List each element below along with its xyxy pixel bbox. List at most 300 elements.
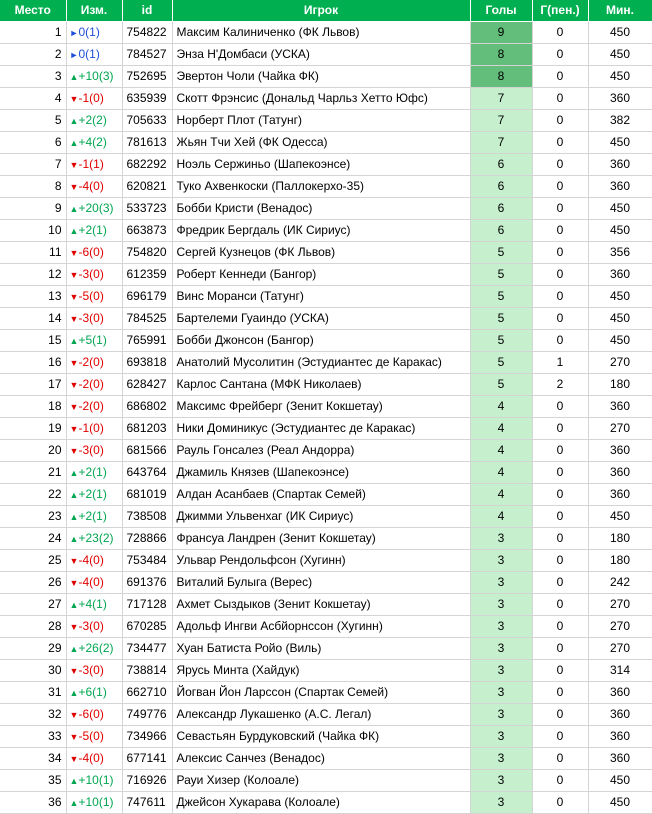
player-name-cell: Франсуа Ландрен (Зенит Кокшетау) — [172, 527, 470, 549]
player-id-cell: 670285 — [122, 615, 172, 637]
col-header-goals[interactable]: Голы — [470, 0, 532, 21]
change-value: -4(0) — [78, 750, 104, 765]
penalty-goals-cell: 0 — [532, 417, 588, 439]
change-cell — [66, 725, 122, 747]
arrow-down-icon: ▼ — [69, 181, 79, 192]
player-id-cell: 738508 — [122, 505, 172, 527]
arrow-down-icon: ▼ — [69, 313, 79, 324]
change-value: +6(1) — [78, 684, 107, 699]
change-value: -3(0) — [78, 618, 104, 633]
change-cell — [66, 109, 122, 131]
arrow-up-icon: ▲ — [69, 533, 79, 544]
table-row[interactable] — [0, 329, 652, 351]
goals-cell: 3 — [470, 527, 532, 549]
col-header-change[interactable]: Изм. — [66, 0, 122, 21]
change-cell — [66, 351, 122, 373]
minutes-cell: 270 — [588, 615, 652, 637]
player-id-cell: 784525 — [122, 307, 172, 329]
player-name-cell: Туко Ахвенкоски (Паллокерхо-35) — [172, 175, 470, 197]
rank-cell: 32 — [0, 703, 66, 725]
change-value: +10(3) — [78, 68, 114, 83]
arrow-up-icon: ▲ — [69, 511, 79, 522]
goals-cell: 5 — [470, 351, 532, 373]
goals-cell: 6 — [470, 197, 532, 219]
table-row[interactable] — [0, 637, 652, 659]
arrow-down-icon: ▼ — [69, 445, 79, 456]
player-id-cell: 696179 — [122, 285, 172, 307]
player-id-cell: 533723 — [122, 197, 172, 219]
table-row[interactable] — [0, 417, 652, 439]
penalty-goals-cell: 0 — [532, 615, 588, 637]
col-header-minutes[interactable]: Мин. — [588, 0, 652, 21]
player-id-cell: 705633 — [122, 109, 172, 131]
change-value: -6(0) — [78, 244, 104, 259]
table-row[interactable] — [0, 351, 652, 373]
change-cell — [66, 65, 122, 87]
player-id-cell: 681203 — [122, 417, 172, 439]
change-cell — [66, 131, 122, 153]
change-value: +2(2) — [78, 112, 107, 127]
player-name-cell: Роберт Кеннеди (Бангор) — [172, 263, 470, 285]
minutes-cell: 450 — [588, 791, 652, 813]
change-cell — [66, 307, 122, 329]
player-id-cell: 662710 — [122, 681, 172, 703]
change-value: -1(0) — [78, 420, 104, 435]
player-id-cell: 728866 — [122, 527, 172, 549]
change-value: -1(1) — [78, 156, 104, 171]
table-row[interactable] — [0, 219, 652, 241]
change-cell — [66, 681, 122, 703]
minutes-cell: 450 — [588, 307, 652, 329]
table-row[interactable] — [0, 439, 652, 461]
player-id-cell: 754822 — [122, 21, 172, 43]
table-body — [0, 21, 652, 813]
player-id-cell: 620821 — [122, 175, 172, 197]
table-row[interactable] — [0, 395, 652, 417]
change-cell — [66, 637, 122, 659]
goals-cell: 3 — [470, 681, 532, 703]
goals-cell: 3 — [470, 637, 532, 659]
player-name-cell: Фредрик Бергдаль (ИК Сириус) — [172, 219, 470, 241]
table-row[interactable] — [0, 769, 652, 791]
arrow-right-icon: ► — [69, 27, 79, 38]
change-cell — [66, 219, 122, 241]
penalty-goals-cell: 0 — [532, 637, 588, 659]
player-id-cell: 717128 — [122, 593, 172, 615]
table-row[interactable] — [0, 87, 652, 109]
table-row[interactable] — [0, 131, 652, 153]
minutes-cell: 450 — [588, 219, 652, 241]
change-value: +10(1) — [78, 772, 114, 787]
goals-cell: 7 — [470, 87, 532, 109]
arrow-down-icon: ▼ — [69, 555, 79, 566]
penalty-goals-cell: 0 — [532, 43, 588, 65]
change-value: -2(0) — [78, 376, 104, 391]
minutes-cell: 360 — [588, 263, 652, 285]
rank-cell: 30 — [0, 659, 66, 681]
goals-cell: 3 — [470, 725, 532, 747]
player-name-cell: Бартелеми Гуаиндо (УСКА) — [172, 307, 470, 329]
penalty-goals-cell: 0 — [532, 109, 588, 131]
player-name-cell: Джейсон Хукарава (Колоале) — [172, 791, 470, 813]
rank-cell: 23 — [0, 505, 66, 527]
change-value: -3(0) — [78, 662, 104, 677]
player-id-cell: 663873 — [122, 219, 172, 241]
player-name-cell: Джамиль Князев (Шапекоэнсе) — [172, 461, 470, 483]
goals-cell: 4 — [470, 395, 532, 417]
goals-cell: 3 — [470, 549, 532, 571]
rank-cell: 1 — [0, 21, 66, 43]
goals-cell: 4 — [470, 439, 532, 461]
penalty-goals-cell: 0 — [532, 395, 588, 417]
minutes-cell: 360 — [588, 681, 652, 703]
penalty-goals-cell: 0 — [532, 439, 588, 461]
rank-cell: 8 — [0, 175, 66, 197]
change-value: 0(1) — [78, 46, 100, 61]
player-id-cell: 752695 — [122, 65, 172, 87]
change-value: 0(1) — [78, 24, 100, 39]
penalty-goals-cell: 0 — [532, 65, 588, 87]
player-id-cell: 643764 — [122, 461, 172, 483]
col-header-id[interactable]: id — [122, 0, 172, 21]
table-row[interactable] — [0, 197, 652, 219]
player-name-cell: Скотт Фрэнсис (Дональд Чарльз Хетто Юфс) — [172, 87, 470, 109]
change-value: -3(0) — [78, 442, 104, 457]
minutes-cell: 314 — [588, 659, 652, 681]
penalty-goals-cell: 0 — [532, 21, 588, 43]
change-value: +26(2) — [78, 640, 114, 655]
player-name-cell: Ники Доминикус (Эстудиантес де Каракас) — [172, 417, 470, 439]
player-id-cell: 754820 — [122, 241, 172, 263]
rank-cell: 24 — [0, 527, 66, 549]
penalty-goals-cell: 0 — [532, 571, 588, 593]
minutes-cell: 360 — [588, 153, 652, 175]
table-row[interactable] — [0, 703, 652, 725]
change-cell — [66, 153, 122, 175]
change-value: +10(1) — [78, 794, 114, 809]
table-row[interactable] — [0, 175, 652, 197]
change-value: -5(0) — [78, 288, 104, 303]
table-row[interactable] — [0, 659, 652, 681]
goals-cell: 3 — [470, 703, 532, 725]
table-row[interactable] — [0, 307, 652, 329]
goals-cell: 3 — [470, 571, 532, 593]
penalty-goals-cell: 0 — [532, 461, 588, 483]
change-value: +2(1) — [78, 508, 107, 523]
arrow-up-icon: ▲ — [69, 643, 79, 654]
arrow-up-icon: ▲ — [69, 137, 79, 148]
player-name-cell: Адольф Ингви Асбйорнссон (Хугинн) — [172, 615, 470, 637]
change-value: -3(0) — [78, 310, 104, 325]
table-row[interactable] — [0, 43, 652, 65]
col-header-rank[interactable]: Место — [0, 0, 66, 21]
player-id-cell: 734477 — [122, 637, 172, 659]
penalty-goals-cell: 0 — [532, 769, 588, 791]
minutes-cell: 360 — [588, 747, 652, 769]
rank-cell: 35 — [0, 769, 66, 791]
change-cell — [66, 197, 122, 219]
goals-cell: 5 — [470, 373, 532, 395]
player-id-cell: 716926 — [122, 769, 172, 791]
minutes-cell: 450 — [588, 21, 652, 43]
table-row[interactable] — [0, 373, 652, 395]
table-row[interactable] — [0, 725, 652, 747]
change-cell — [66, 175, 122, 197]
goals-cell: 5 — [470, 285, 532, 307]
goals-cell: 4 — [470, 505, 532, 527]
penalty-goals-cell: 0 — [532, 263, 588, 285]
penalty-goals-cell: 0 — [532, 197, 588, 219]
player-name-cell: Хуан Батиста Ройо (Виль) — [172, 637, 470, 659]
penalty-goals-cell: 0 — [532, 791, 588, 813]
change-cell — [66, 373, 122, 395]
rank-cell: 34 — [0, 747, 66, 769]
table-row[interactable] — [0, 109, 652, 131]
change-cell — [66, 417, 122, 439]
goals-cell: 5 — [470, 307, 532, 329]
penalty-goals-cell: 0 — [532, 153, 588, 175]
rank-cell: 27 — [0, 593, 66, 615]
player-name-cell: Алексис Санчез (Венадос) — [172, 747, 470, 769]
goals-cell: 9 — [470, 21, 532, 43]
goals-cell: 3 — [470, 615, 532, 637]
table-row[interactable] — [0, 593, 652, 615]
player-name-cell: Джимми Ульвенхаг (ИК Сириус) — [172, 505, 470, 527]
goals-cell: 3 — [470, 791, 532, 813]
rank-cell: 6 — [0, 131, 66, 153]
minutes-cell: 360 — [588, 703, 652, 725]
change-cell — [66, 769, 122, 791]
arrow-down-icon: ▼ — [69, 159, 79, 170]
minutes-cell: 450 — [588, 285, 652, 307]
table-row[interactable] — [0, 747, 652, 769]
player-id-cell: 738814 — [122, 659, 172, 681]
arrow-right-icon: ► — [69, 49, 79, 60]
change-cell — [66, 43, 122, 65]
table-row[interactable] — [0, 527, 652, 549]
goals-cell: 7 — [470, 109, 532, 131]
player-id-cell: 747611 — [122, 791, 172, 813]
change-cell — [66, 241, 122, 263]
table-row[interactable] — [0, 571, 652, 593]
arrow-down-icon: ▼ — [69, 423, 79, 434]
change-cell — [66, 285, 122, 307]
change-value: -2(0) — [78, 398, 104, 413]
player-name-cell: Энза Н'Домбаси (УСКА) — [172, 43, 470, 65]
player-id-cell: 677141 — [122, 747, 172, 769]
minutes-cell: 270 — [588, 351, 652, 373]
rank-cell: 5 — [0, 109, 66, 131]
penalty-goals-cell: 0 — [532, 593, 588, 615]
change-value: +23(2) — [78, 530, 114, 545]
rank-cell: 36 — [0, 791, 66, 813]
goals-cell: 6 — [470, 153, 532, 175]
rank-cell: 18 — [0, 395, 66, 417]
rank-cell: 10 — [0, 219, 66, 241]
change-cell — [66, 571, 122, 593]
table-row[interactable] — [0, 681, 652, 703]
player-name-cell: Севастьян Бурдуковский (Чайка ФК) — [172, 725, 470, 747]
penalty-goals-cell: 0 — [532, 549, 588, 571]
change-value: +2(1) — [78, 464, 107, 479]
goals-cell: 5 — [470, 241, 532, 263]
table-row[interactable] — [0, 505, 652, 527]
goals-cell: 6 — [470, 219, 532, 241]
table-row[interactable] — [0, 241, 652, 263]
change-value: -1(0) — [78, 90, 104, 105]
player-name-cell: Карлос Сантана (МФК Николаев) — [172, 373, 470, 395]
rank-cell: 16 — [0, 351, 66, 373]
table-row[interactable] — [0, 461, 652, 483]
penalty-goals-cell: 0 — [532, 307, 588, 329]
table-row[interactable] — [0, 263, 652, 285]
penalty-goals-cell: 0 — [532, 681, 588, 703]
penalty-goals-cell: 0 — [532, 241, 588, 263]
change-cell — [66, 87, 122, 109]
goals-cell: 4 — [470, 417, 532, 439]
rank-cell: 12 — [0, 263, 66, 285]
arrow-down-icon: ▼ — [69, 731, 79, 742]
change-cell — [66, 439, 122, 461]
rank-cell: 17 — [0, 373, 66, 395]
minutes-cell: 360 — [588, 87, 652, 109]
change-value: -4(0) — [78, 574, 104, 589]
player-id-cell: 749776 — [122, 703, 172, 725]
change-cell — [66, 615, 122, 637]
change-value: -6(0) — [78, 706, 104, 721]
player-name-cell: Ахмет Сыздыков (Зенит Кокшетау) — [172, 593, 470, 615]
table-row[interactable] — [0, 153, 652, 175]
change-cell — [66, 263, 122, 285]
arrow-down-icon: ▼ — [69, 709, 79, 720]
player-id-cell: 628427 — [122, 373, 172, 395]
col-header-player[interactable]: Игрок — [172, 0, 470, 21]
minutes-cell: 360 — [588, 439, 652, 461]
change-cell — [66, 395, 122, 417]
arrow-down-icon: ▼ — [69, 93, 79, 104]
player-name-cell: Ульвар Рендольфсон (Хугинн) — [172, 549, 470, 571]
minutes-cell: 382 — [588, 109, 652, 131]
rank-cell: 33 — [0, 725, 66, 747]
penalty-goals-cell: 2 — [532, 373, 588, 395]
player-name-cell: Жьян Тчи Хей (ФК Одесса) — [172, 131, 470, 153]
arrow-down-icon: ▼ — [69, 291, 79, 302]
goals-cell: 3 — [470, 593, 532, 615]
table-row[interactable] — [0, 791, 652, 813]
arrow-down-icon: ▼ — [69, 577, 79, 588]
player-name-cell: Йогван Йон Ларссон (Спартак Семей) — [172, 681, 470, 703]
table-row[interactable] — [0, 65, 652, 87]
player-name-cell: Винс Моранси (Татунг) — [172, 285, 470, 307]
rank-cell: 20 — [0, 439, 66, 461]
player-name-cell: Рауль Гонсалез (Реал Андорра) — [172, 439, 470, 461]
minutes-cell: 180 — [588, 549, 652, 571]
rank-cell: 29 — [0, 637, 66, 659]
minutes-cell: 270 — [588, 417, 652, 439]
minutes-cell: 450 — [588, 65, 652, 87]
change-cell — [66, 703, 122, 725]
change-value: +5(1) — [78, 332, 107, 347]
penalty-goals-cell: 0 — [532, 219, 588, 241]
arrow-down-icon: ▼ — [69, 665, 79, 676]
penalty-goals-cell: 1 — [532, 351, 588, 373]
goals-cell: 5 — [470, 263, 532, 285]
table-row[interactable] — [0, 549, 652, 571]
player-name-cell: Александр Лукашенко (А.С. Легал) — [172, 703, 470, 725]
minutes-cell: 270 — [588, 593, 652, 615]
arrow-up-icon: ▲ — [69, 115, 79, 126]
change-value: -5(0) — [78, 728, 104, 743]
goals-cell: 4 — [470, 461, 532, 483]
player-id-cell: 693818 — [122, 351, 172, 373]
minutes-cell: 360 — [588, 175, 652, 197]
rank-cell: 3 — [0, 65, 66, 87]
player-id-cell: 691376 — [122, 571, 172, 593]
minutes-cell: 450 — [588, 197, 652, 219]
change-value: +4(1) — [78, 596, 107, 611]
rank-cell: 11 — [0, 241, 66, 263]
change-cell — [66, 593, 122, 615]
change-cell — [66, 549, 122, 571]
player-id-cell: 681019 — [122, 483, 172, 505]
table-row[interactable] — [0, 285, 652, 307]
table-row[interactable] — [0, 21, 652, 43]
table-row[interactable] — [0, 483, 652, 505]
player-name-cell: Эвертон Чоли (Чайка ФК) — [172, 65, 470, 87]
penalty-goals-cell: 0 — [532, 329, 588, 351]
player-id-cell: 765991 — [122, 329, 172, 351]
change-cell — [66, 21, 122, 43]
player-id-cell: 612359 — [122, 263, 172, 285]
arrow-up-icon: ▲ — [69, 71, 79, 82]
change-cell — [66, 791, 122, 813]
goals-cell: 4 — [470, 483, 532, 505]
minutes-cell: 450 — [588, 43, 652, 65]
minutes-cell: 180 — [588, 527, 652, 549]
arrow-down-icon: ▼ — [69, 753, 79, 764]
player-id-cell: 686802 — [122, 395, 172, 417]
player-id-cell: 681566 — [122, 439, 172, 461]
penalty-goals-cell: 0 — [532, 285, 588, 307]
change-value: -4(0) — [78, 178, 104, 193]
rank-cell: 26 — [0, 571, 66, 593]
rank-cell: 28 — [0, 615, 66, 637]
penalty-goals-cell: 0 — [532, 747, 588, 769]
minutes-cell: 270 — [588, 637, 652, 659]
header-row — [0, 0, 652, 21]
rank-cell: 21 — [0, 461, 66, 483]
player-name-cell: Максим Калиниченко (ФК Львов) — [172, 21, 470, 43]
goals-cell: 6 — [470, 175, 532, 197]
player-name-cell: Ярусь Минта (Хайдук) — [172, 659, 470, 681]
change-value: -2(0) — [78, 354, 104, 369]
rank-cell: 14 — [0, 307, 66, 329]
goals-cell: 3 — [470, 769, 532, 791]
minutes-cell: 356 — [588, 241, 652, 263]
player-id-cell: 682292 — [122, 153, 172, 175]
change-cell — [66, 483, 122, 505]
table-row[interactable] — [0, 615, 652, 637]
arrow-up-icon: ▲ — [69, 775, 79, 786]
penalty-goals-cell: 0 — [532, 527, 588, 549]
player-name-cell: Сергей Кузнецов (ФК Львов) — [172, 241, 470, 263]
player-name-cell: Анатолий Мусолитин (Эстудиантес де Каракас) — [172, 351, 470, 373]
player-name-cell: Виталий Булыга (Верес) — [172, 571, 470, 593]
col-header-penalty-goals[interactable]: Г(пен.) — [532, 0, 588, 21]
minutes-cell: 360 — [588, 461, 652, 483]
player-name-cell: Алдан Асанбаев (Спартак Семей) — [172, 483, 470, 505]
arrow-down-icon: ▼ — [69, 401, 79, 412]
